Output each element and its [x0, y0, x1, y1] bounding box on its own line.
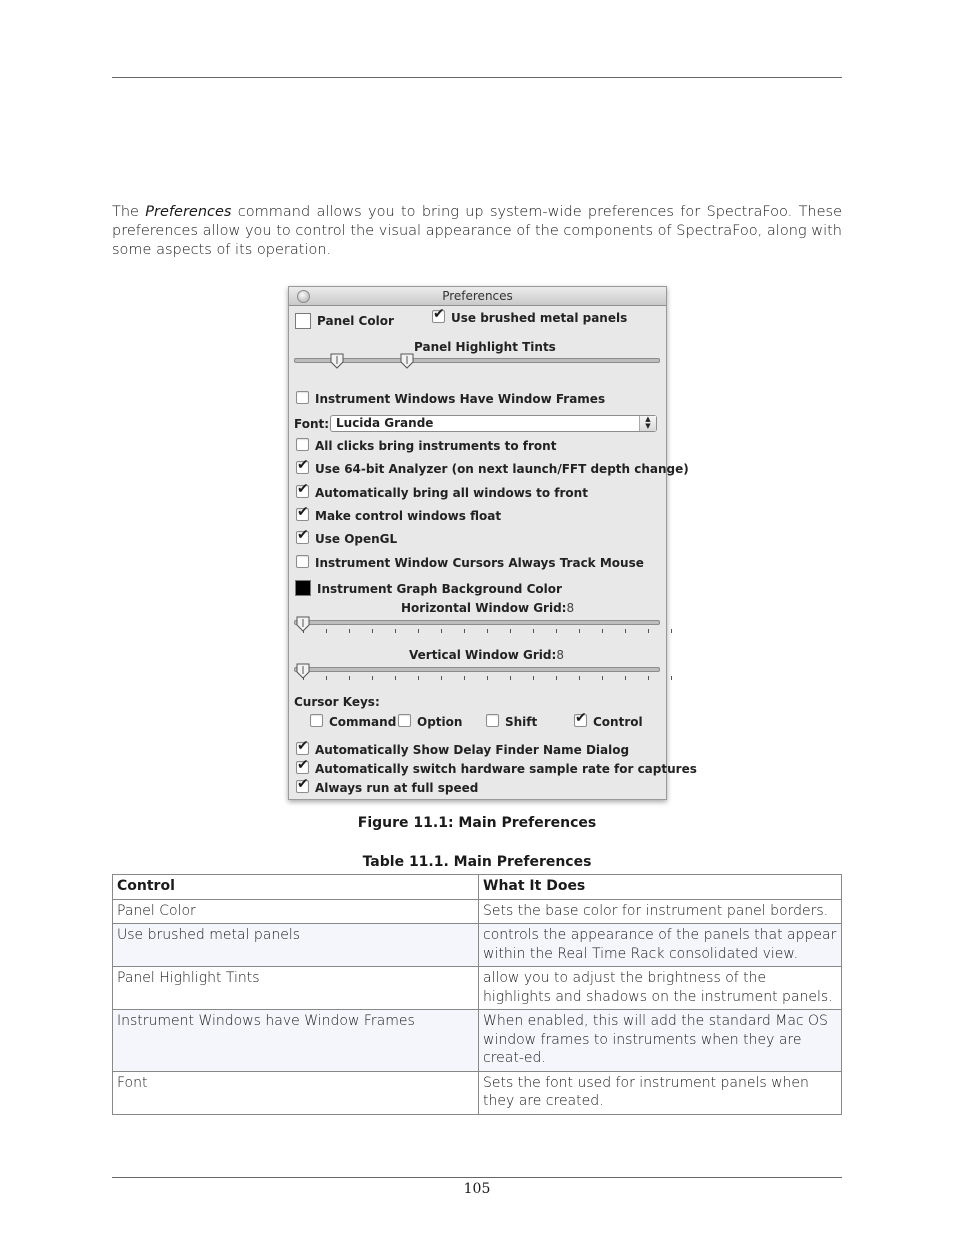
table-row	[113, 924, 842, 967]
highlight-tint-thumb[interactable]	[330, 353, 344, 369]
slider-tick	[510, 676, 511, 680]
slider-tick	[510, 629, 511, 633]
table-header-row	[113, 875, 842, 900]
full-speed-checkbox[interactable]	[296, 780, 309, 793]
table-cell: Use brushed metal panels	[113, 924, 479, 967]
footer-rule	[112, 1177, 842, 1178]
table-row	[113, 967, 842, 1010]
table-row	[113, 1010, 842, 1072]
table-cell: Panel Highlight Tints	[113, 967, 479, 1010]
v-grid-label: Vertical Window Grid:	[409, 648, 557, 662]
slider-tick	[326, 676, 327, 680]
table-cell: allow you to adjust the brightness of the highlights and shadows on the instrument panels.	[479, 967, 842, 1010]
slider-tick	[602, 676, 603, 680]
table-cell: Instrument Windows have Window Frames	[113, 1010, 479, 1072]
bring-windows-front-checkbox[interactable]	[296, 485, 309, 498]
slider-tick	[418, 676, 419, 680]
slider-tick	[372, 629, 373, 633]
font-popup[interactable]	[330, 415, 657, 432]
shadow-tint-thumb[interactable]	[400, 353, 414, 369]
slider-tick	[671, 676, 672, 680]
slider-tick	[556, 629, 557, 633]
shift-key-checkbox[interactable]	[486, 714, 499, 727]
v-grid-track	[294, 667, 660, 672]
slider-tick	[349, 676, 350, 680]
cursor-keys-label: Cursor Keys:	[294, 695, 380, 709]
full-speed-label: Always run at full speed	[315, 781, 479, 795]
v-grid-thumb[interactable]	[296, 663, 310, 679]
slider-tick	[487, 629, 488, 633]
table-cell: Font	[113, 1071, 479, 1114]
slider-tick	[625, 629, 626, 633]
h-grid-thumb[interactable]	[296, 616, 310, 632]
slider-tick	[464, 629, 465, 633]
slider-tick	[395, 676, 396, 680]
preferences-table	[112, 874, 842, 1115]
h-grid-caption	[401, 601, 574, 615]
graph-bg-label: Instrument Graph Background Color	[317, 582, 562, 596]
slider-tick	[625, 676, 626, 680]
cursor-track-checkbox[interactable]	[296, 555, 309, 568]
command-key-checkbox[interactable]	[310, 714, 323, 727]
page-number: 105	[463, 1181, 491, 1197]
window-frames-checkbox[interactable]	[296, 391, 309, 404]
analyzer-64bit-label: Use 64-bit Analyzer (on next launch/FFT depth change)	[315, 462, 689, 476]
shift-key-label: Shift	[505, 715, 538, 729]
figure-caption: Figure 11.1: Main Preferences	[357, 815, 597, 831]
slider-tick	[648, 629, 649, 633]
control-windows-float-label: Make control windows float	[315, 509, 502, 523]
brushed-metal-label: Use brushed metal panels	[451, 311, 628, 325]
slider-tick	[579, 629, 580, 633]
slider-tick	[602, 629, 603, 633]
slider-tick	[487, 676, 488, 680]
option-key-label: Option	[417, 715, 463, 729]
slider-tick	[418, 629, 419, 633]
slider-tick	[464, 676, 465, 680]
sample-rate-label: Automatically switch hardware sample rate for captures	[315, 762, 697, 776]
all-clicks-label: All clicks bring instruments to front	[315, 439, 557, 453]
bring-windows-front-label: Automatically bring all windows to front	[315, 486, 588, 500]
intro-paragraph: The Preferences command allows you to bring up system-wide preferences for SpectraFoo. These preferences allow you to control the visual appearance of the components of SpectraFoo, along with some aspects of its operation.	[112, 204, 843, 258]
table-cell: When enabled, this will add the standard Mac OS window frames to instruments when they are creat-ed.	[479, 1010, 842, 1072]
all-clicks-checkbox[interactable]	[296, 438, 309, 451]
graph-bg-swatch[interactable]	[295, 580, 311, 596]
font-label: Font:	[294, 417, 330, 431]
slider-tick	[556, 676, 557, 680]
command-key-label: Command	[329, 715, 397, 729]
cursor-track-label: Instrument Window Cursors Always Track Mouse	[315, 556, 644, 570]
header-rule	[112, 77, 842, 78]
slider-tick	[372, 676, 373, 680]
sample-rate-checkbox[interactable]	[296, 761, 309, 774]
table-row	[113, 899, 842, 924]
slider-tick	[648, 676, 649, 680]
h-grid-value: 8	[566, 601, 575, 615]
font-value: Lucida Grande	[336, 416, 434, 430]
highlight-tints-track	[294, 358, 660, 363]
slider-tick	[349, 629, 350, 633]
highlight-tints-label: Panel Highlight Tints	[414, 340, 556, 354]
slider-tick	[326, 629, 327, 633]
preferences-window	[288, 286, 697, 800]
slider-tick	[533, 629, 534, 633]
table-cell: Sets the font used for instrument panels when they are created.	[479, 1071, 842, 1114]
brushed-metal-checkbox[interactable]	[432, 310, 445, 323]
table-cell: Sets the base color for instrument panel borders.	[479, 899, 842, 924]
title-bar[interactable]	[289, 287, 666, 306]
slider-tick	[579, 676, 580, 680]
control-key-label: Control	[593, 715, 643, 729]
analyzer-64bit-checkbox[interactable]	[296, 461, 309, 474]
table-row	[113, 1071, 842, 1114]
control-key-checkbox[interactable]	[574, 714, 587, 727]
slider-tick	[533, 676, 534, 680]
slider-tick	[395, 629, 396, 633]
table-cell: controls the appearance of the panels that appear within the Real Time Rack consolidated view.	[479, 924, 842, 967]
h-grid-label: Horizontal Window Grid:	[401, 601, 567, 615]
panel-color-swatch[interactable]	[295, 313, 311, 329]
panel-color-label: Panel Color	[317, 314, 394, 328]
v-grid-caption	[409, 648, 564, 662]
use-opengl-label: Use OpenGL	[315, 532, 398, 546]
h-grid-track	[294, 620, 660, 625]
window-frames-label: Instrument Windows Have Window Frames	[315, 392, 606, 406]
popup-arrows-icon: ▲ ▼	[639, 416, 656, 431]
control-windows-float-checkbox[interactable]	[296, 508, 309, 521]
delay-finder-checkbox[interactable]	[296, 742, 309, 755]
use-opengl-checkbox[interactable]	[296, 531, 309, 544]
delay-finder-label: Automatically Show Delay Finder Name Dialog	[315, 743, 630, 757]
header-control: Control	[113, 875, 479, 900]
slider-tick	[441, 676, 442, 680]
table-caption: Table 11.1. Main Preferences	[362, 854, 592, 870]
header-what-it-does: What It Does	[479, 875, 842, 900]
option-key-checkbox[interactable]	[398, 714, 411, 727]
slider-tick	[441, 629, 442, 633]
table-cell: Panel Color	[113, 899, 479, 924]
window-title: Preferences	[442, 289, 513, 303]
slider-tick	[671, 629, 672, 633]
v-grid-value: 8	[556, 648, 564, 662]
